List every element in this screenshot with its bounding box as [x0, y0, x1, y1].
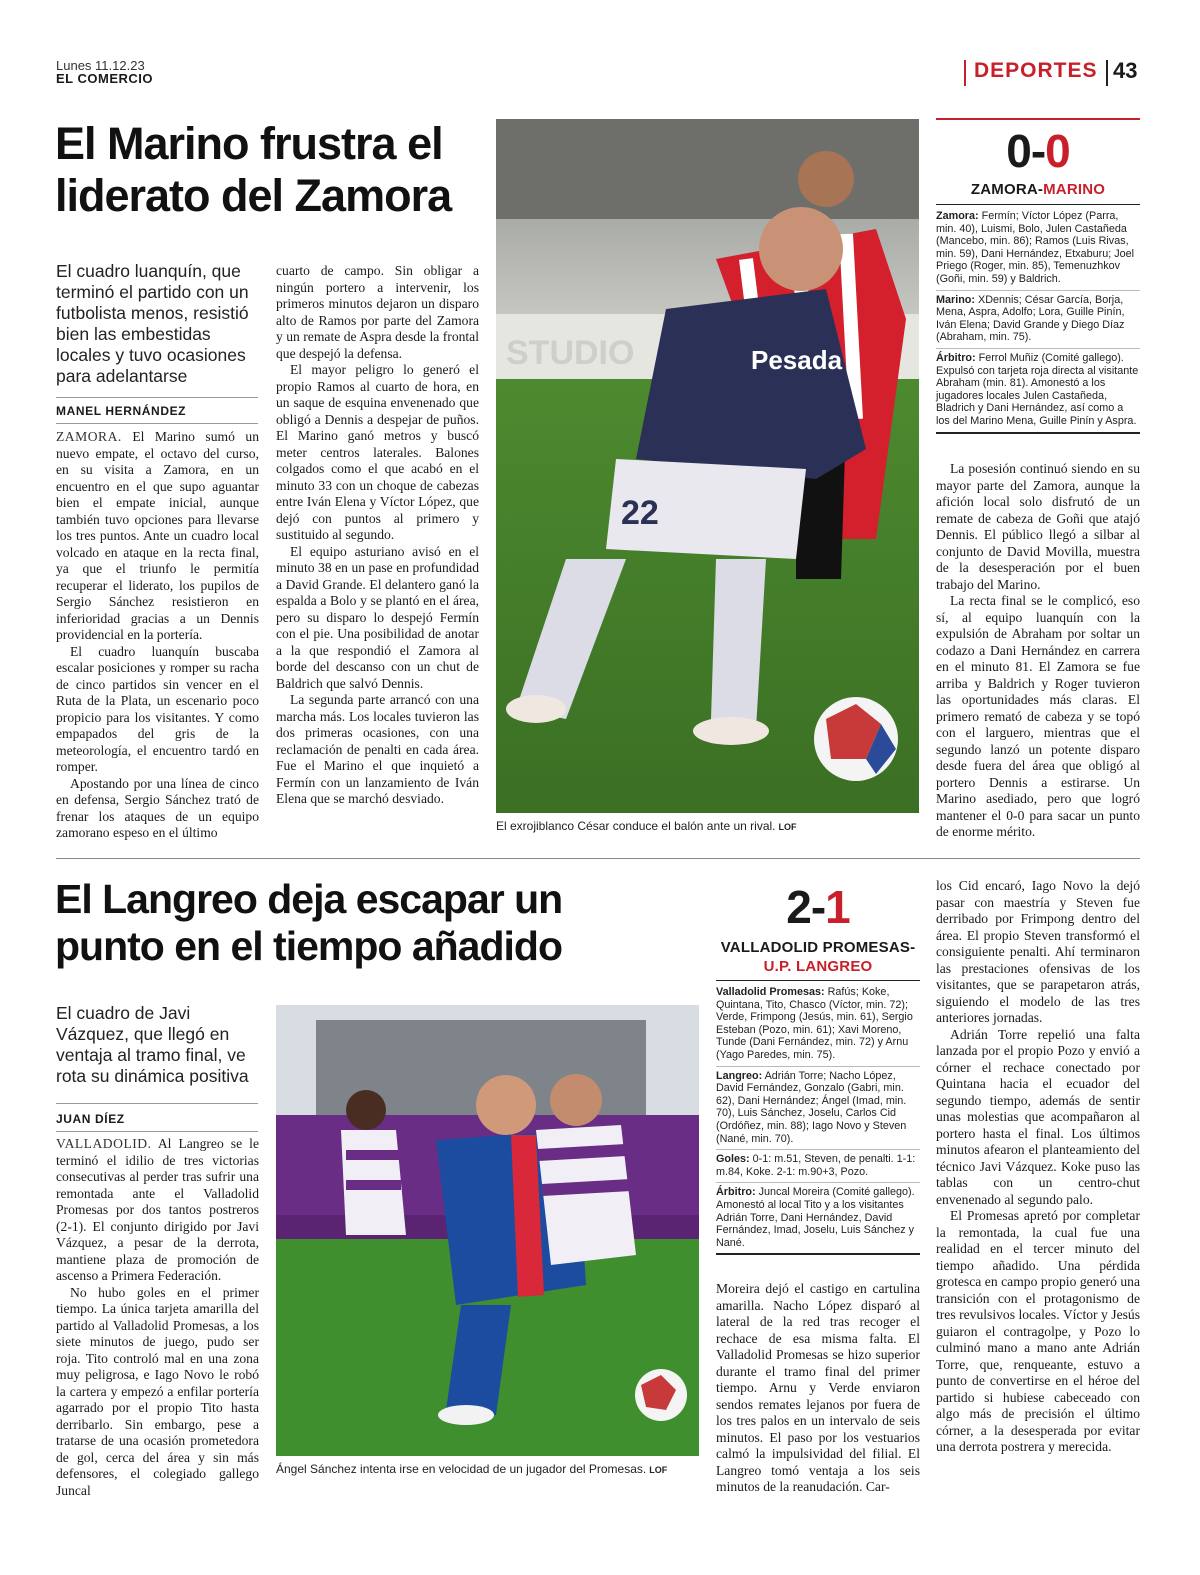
scorebox-rule [716, 980, 920, 981]
svg-text:22: 22 [621, 494, 659, 532]
referee-info: Árbitro: Ferrol Muñiz (Comité gallego). Expulsó con tarjeta roja directa al visitante Abraham (min. 81). Amonestó a los jugadores locales Julen Castañeda, Bladrich y Dani Hernández, así como a los del Marino Mena, Guille Pinín y Aspra. [936, 349, 1140, 434]
page-number: 43 [1113, 58, 1138, 83]
paragraph: Adrián Torre repelió una falta lanzada por el propio Pozo y envió a córner el rechace conectado por Quintana hacia el ecuador del segundo tiempo, además de sentir unas molestias que acompañaron al portero hasta el final. Los últimos minutos afearon el planteamiento del técnico Javi Vázquez. Koke puso las tablas con un centro-chut envenenado al segundo palo. [936, 1026, 1140, 1207]
article2-column-1 [56, 1136, 259, 1499]
article2-photo-caption: Ángel Sánchez intenta irse en velocidad de un jugador del Promesas. LOF [276, 1462, 668, 1476]
paragraph: La recta final se le complicó, eso sí, al equipo luanquín con la expulsión de Abraham por soltar un codazo a Dani Hernández en carrera en el minuto 81. El Zamora se fue arriba y Baldrich y Roger tuvieron las oportunidades más claras. El primero remató de cabeza y se topó con el larguero, mientras que el segundo lanzó un potente disparo desde fuera del área que obligó al portero Dennis a estirarse. Un Marino asediado, pero que logró mantener el 0-0 para sacar un punto de enorme mérito. [936, 593, 1140, 839]
section-divider [964, 60, 966, 86]
photo-credit: LOF [649, 1465, 668, 1475]
article2-byline: JUAN DÍEZ [56, 1112, 125, 1126]
paragraph: ZAMORA. El Marino sumó un nuevo empate, el octavo del curso, en su visita a Zamora, en un encuentro en el que supo aguantar bien el empate inicial, aunque también tuvo opciones para llevarse los tres puntos. Ante un cuadro local volcado en ataque en la recta final, ya que el triunfo le permitía recuperar el liderato, los pupilos de Sergio Sánchez resistieron en inferioridad gracias a un Dennis providencial en la portería. [56, 429, 259, 642]
newspaper-name: EL COMERCIO [56, 71, 153, 86]
page-divider [1106, 60, 1108, 86]
byline-rule [56, 397, 258, 398]
article2-headline: El Langreo deja escapar un punto en el tiempo añadido [55, 876, 563, 970]
football-photo [496, 119, 919, 813]
referee-info: Árbitro: Juncal Moreira (Comité gallego). Amonestó al local Tito y a los visitantes Adrián Torre, Dani Hernández, David Fernández, Imad, Joselu, Luis Sánchez y Nané. [716, 1183, 920, 1255]
byline-rule [56, 1131, 258, 1132]
dateline: VALLADOLID. [56, 1136, 152, 1151]
article1-photo [496, 119, 919, 813]
paragraph: La posesión continuó siendo en su mayor parte del Zamora, aunque la afición local solo disfrutó de un remate de cabeza de Goñi que atajó Dennis. El público llegó a silbar al conjunto de David Movilla, muestra de la desesperación por el buen trabajo del Marino. [936, 461, 1140, 592]
home-lineup: Zamora: Fermín; Víctor López (Parra, min. 40), Luismi, Bolo, Julen Castañeda (Mancebo, min. 86); Ramos (Luis Rivas, min. 59), Dani Hernández, Etxaburu; Joel Priego (Roger, min. 85), Temenuzhkov (Goñi, min. 59) y Baldrich. [936, 207, 1140, 291]
article1-teams: ZAMORA-MARINO [970, 181, 1106, 198]
paragraph: Moreira dejó el castigo en cartulina amarilla. Nacho López disparó al lateral de la red tras recoger el rechace de esa misma falta. El Valladolid Promesas se hizo superior durante el tramo final del primer tiempo. Arnu y Verde enviaron sendos remates lejanos por fuera de los tres palos en un intervalo de seis minutos. El paso por los vestuarios calmó la impulsividad del filial. El Langreo tomó ventaja a los seis minutos de la reanudación. Car- [716, 1281, 920, 1494]
byline-rule [56, 1103, 258, 1104]
article2-score: 2-1 [786, 881, 850, 933]
article1-dek: El cuadro luanquín, que terminó el partido con un futbolista menos, resistió bien las embestidas locales y tuvo ocasiones para adelantarse [56, 261, 249, 386]
article1-column-1 [56, 429, 259, 842]
article2-column-3 [936, 878, 1140, 1456]
goals-info: Goles: 0-1: m.51, Steven, de penalti. 1-1: m.84, Koke. 2-1: m.90+3, Pozo. [716, 1150, 920, 1183]
svg-text:Pesada: Pesada [751, 345, 843, 375]
dateline: ZAMORA. [56, 429, 122, 444]
home-lineup: Valladolid Promesas: Rafús; Koke, Quintana, Tito, Chasco (Víctor, min. 72); Verde, Frimpong (Jesús, min. 61), Sergio Esteban (Pozo, min. 61); Xavi Moreno, Tunde (Dani Fernández, min. 72) y Arnu (Yago Paredes, min. 75). [716, 983, 920, 1067]
article1-byline: MANEL HERNÁNDEZ [56, 404, 187, 418]
article-separator [56, 858, 1140, 859]
article2-dek: El cuadro de Javi Vázquez, que llegó en ventaja al tramo final, ve rota su dinámica positiva [56, 1003, 249, 1086]
article2-lineups [716, 983, 920, 1255]
paragraph: El cuadro luanquín buscaba escalar posiciones y romper su racha de cinco partidos sin vencer en el Ruta de la Plata, un escenario poco propicio para los visitantes. Y como empapados del gris de la meteorología, el encuentro tardó en romper. [56, 643, 259, 774]
article1-score: 0-0 [1006, 125, 1070, 177]
article1-column-3 [936, 461, 1140, 841]
byline-rule [56, 423, 258, 424]
scorebox-topline [936, 118, 1140, 120]
paragraph: El mayor peligro lo generó el propio Ramos al cuarto de hora, en un saque de esquina envenenado que obligó a Dennis a despejar de puños. El Marino ganó metros y buscó meter centros laterales. Balones colgados como el que acabó en el minuto 33 con un choque de cabezas entre Iván Elena y Víctor López, que dejó con puntos al primero y sustituido al segundo. [276, 362, 479, 542]
article1-headline: El Marino frustra el liderato del Zamora [55, 118, 452, 221]
paragraph: La segunda parte arrancó con una marcha más. Los locales tuvieron las dos primeras ocasiones, con una reclamación de penalti en cada área. Fue el Marino el que inquietó a Fermín con un lanzamiento de Iván Elena que se marchó desviado. [276, 692, 479, 806]
article2-column-2 [716, 1281, 920, 1496]
away-lineup: Marino: XDennis; César García, Borja, Mena, Aspra, Adolfo; Lora, Guille Pinín, Iván Elena; David Grande y Diego Díaz (Abraham, min. 75). [936, 291, 1140, 349]
paragraph: los Cid encaró, Iago Novo la dejó pasar con maestría y Steven fue derribado por Frimpong dentro del área. El propio Steven transformó el consiguiente penalti. Ahí terminaron las prestaciones ofensivas de los visitantes, que se parapetaron atrás, siguiendo el modelo de las tres anteriores jornadas. [936, 878, 1140, 1025]
football-photo [276, 1005, 699, 1456]
article1-column-2 [276, 263, 479, 808]
paragraph: El Promesas apretó por completar la remontada, la cual fue una realidad en el tercer minuto del tiempo añadido. Una pérdida grotesca en campo propio generó una transición con el protagonismo de tres revulsivos locales. Víctor y Jesús guiaron el contragolpe, y Pozo lo culminó mano a mano ante Adrián Torre, que, renqueante, estuvo a punto de convertirse en el héroe del partido si hubiese cabeceado con algo más de precisión el último córner, a la desesperada por evitar una derrota postrera y merecida. [936, 1208, 1140, 1454]
paragraph: cuarto de campo. Sin obligar a ningún portero a intervenir, los primeros minutos dejaron un disparo alto de Ramos por parte del Zamora y un remate de Aspra desde la frontal que despejó la defensa. [276, 263, 479, 361]
article1-lineups [936, 207, 1140, 434]
paragraph: VALLADOLID. Al Langreo se le terminó el idilio de tres victorias consecutivas al perder tras sufrir una remontada ante el Valladolid Promesas por dos tantos postreros (2-1). El conjunto dirigido por Javi Vázquez, a pesar de la derrota, mantiene plaza de promoción de ascenso a Primera Federación. [56, 1136, 259, 1283]
scorebox-rule [936, 204, 1140, 205]
section-name: DEPORTES [974, 59, 1098, 82]
paragraph: Apostando por una línea de cinco en defensa, Sergio Sánchez trató de frenar los ataques de un equipo zamorano espeso en el último [56, 775, 259, 840]
article2-teams: VALLADOLID PROMESAS- U.P. LANGREO [720, 939, 916, 975]
photo-credit: LOF [778, 822, 797, 832]
article1-photo-caption: El exrojiblanco César conduce el balón ante un rival. LOF [496, 819, 797, 833]
paragraph: No hubo goles en el primer tiempo. La única tarjeta amarilla del partido al Valladolid Promesas, a los siete minutos de juego, pudo ser roja. Tito controló mal en una zona muy peligrosa, e Iago Novo le robó la cartera y empezó a enfilar portería agarrado por el propio Tito hasta derribarlo. Sin embargo, pese a tratarse de una ocasión prometedora de gol, cerca del área y sin más defensores, el colegiado gallego Juncal [56, 1284, 259, 1498]
edition-date: Lunes 11.12.23 [56, 58, 145, 73]
paragraph: El equipo asturiano avisó en el minuto 38 en un pase en profundidad a David Grande. El delantero ganó la espalda a Bolo y se plantó en el área, pero su disparo lo despejó Fermín con el pie. Una posibilidad de anotar a la que respondió el Zamora al borde del descanso con un chut de Baldrich que salvó Dennis. [276, 543, 479, 691]
svg-text:STUDIO: STUDIO [506, 334, 635, 372]
article2-photo [276, 1005, 699, 1456]
away-lineup: Langreo: Adrián Torre; Nacho López, David Fernández, Gonzalo (Gabri, min. 62), Dani Hernández; Ángel (Imad, min. 70), Luis Sánchez, Joselu, Carlos Cid (Ordóñez, min. 88); Iago Novo y Steven (Nané, min. 70). [716, 1067, 920, 1151]
